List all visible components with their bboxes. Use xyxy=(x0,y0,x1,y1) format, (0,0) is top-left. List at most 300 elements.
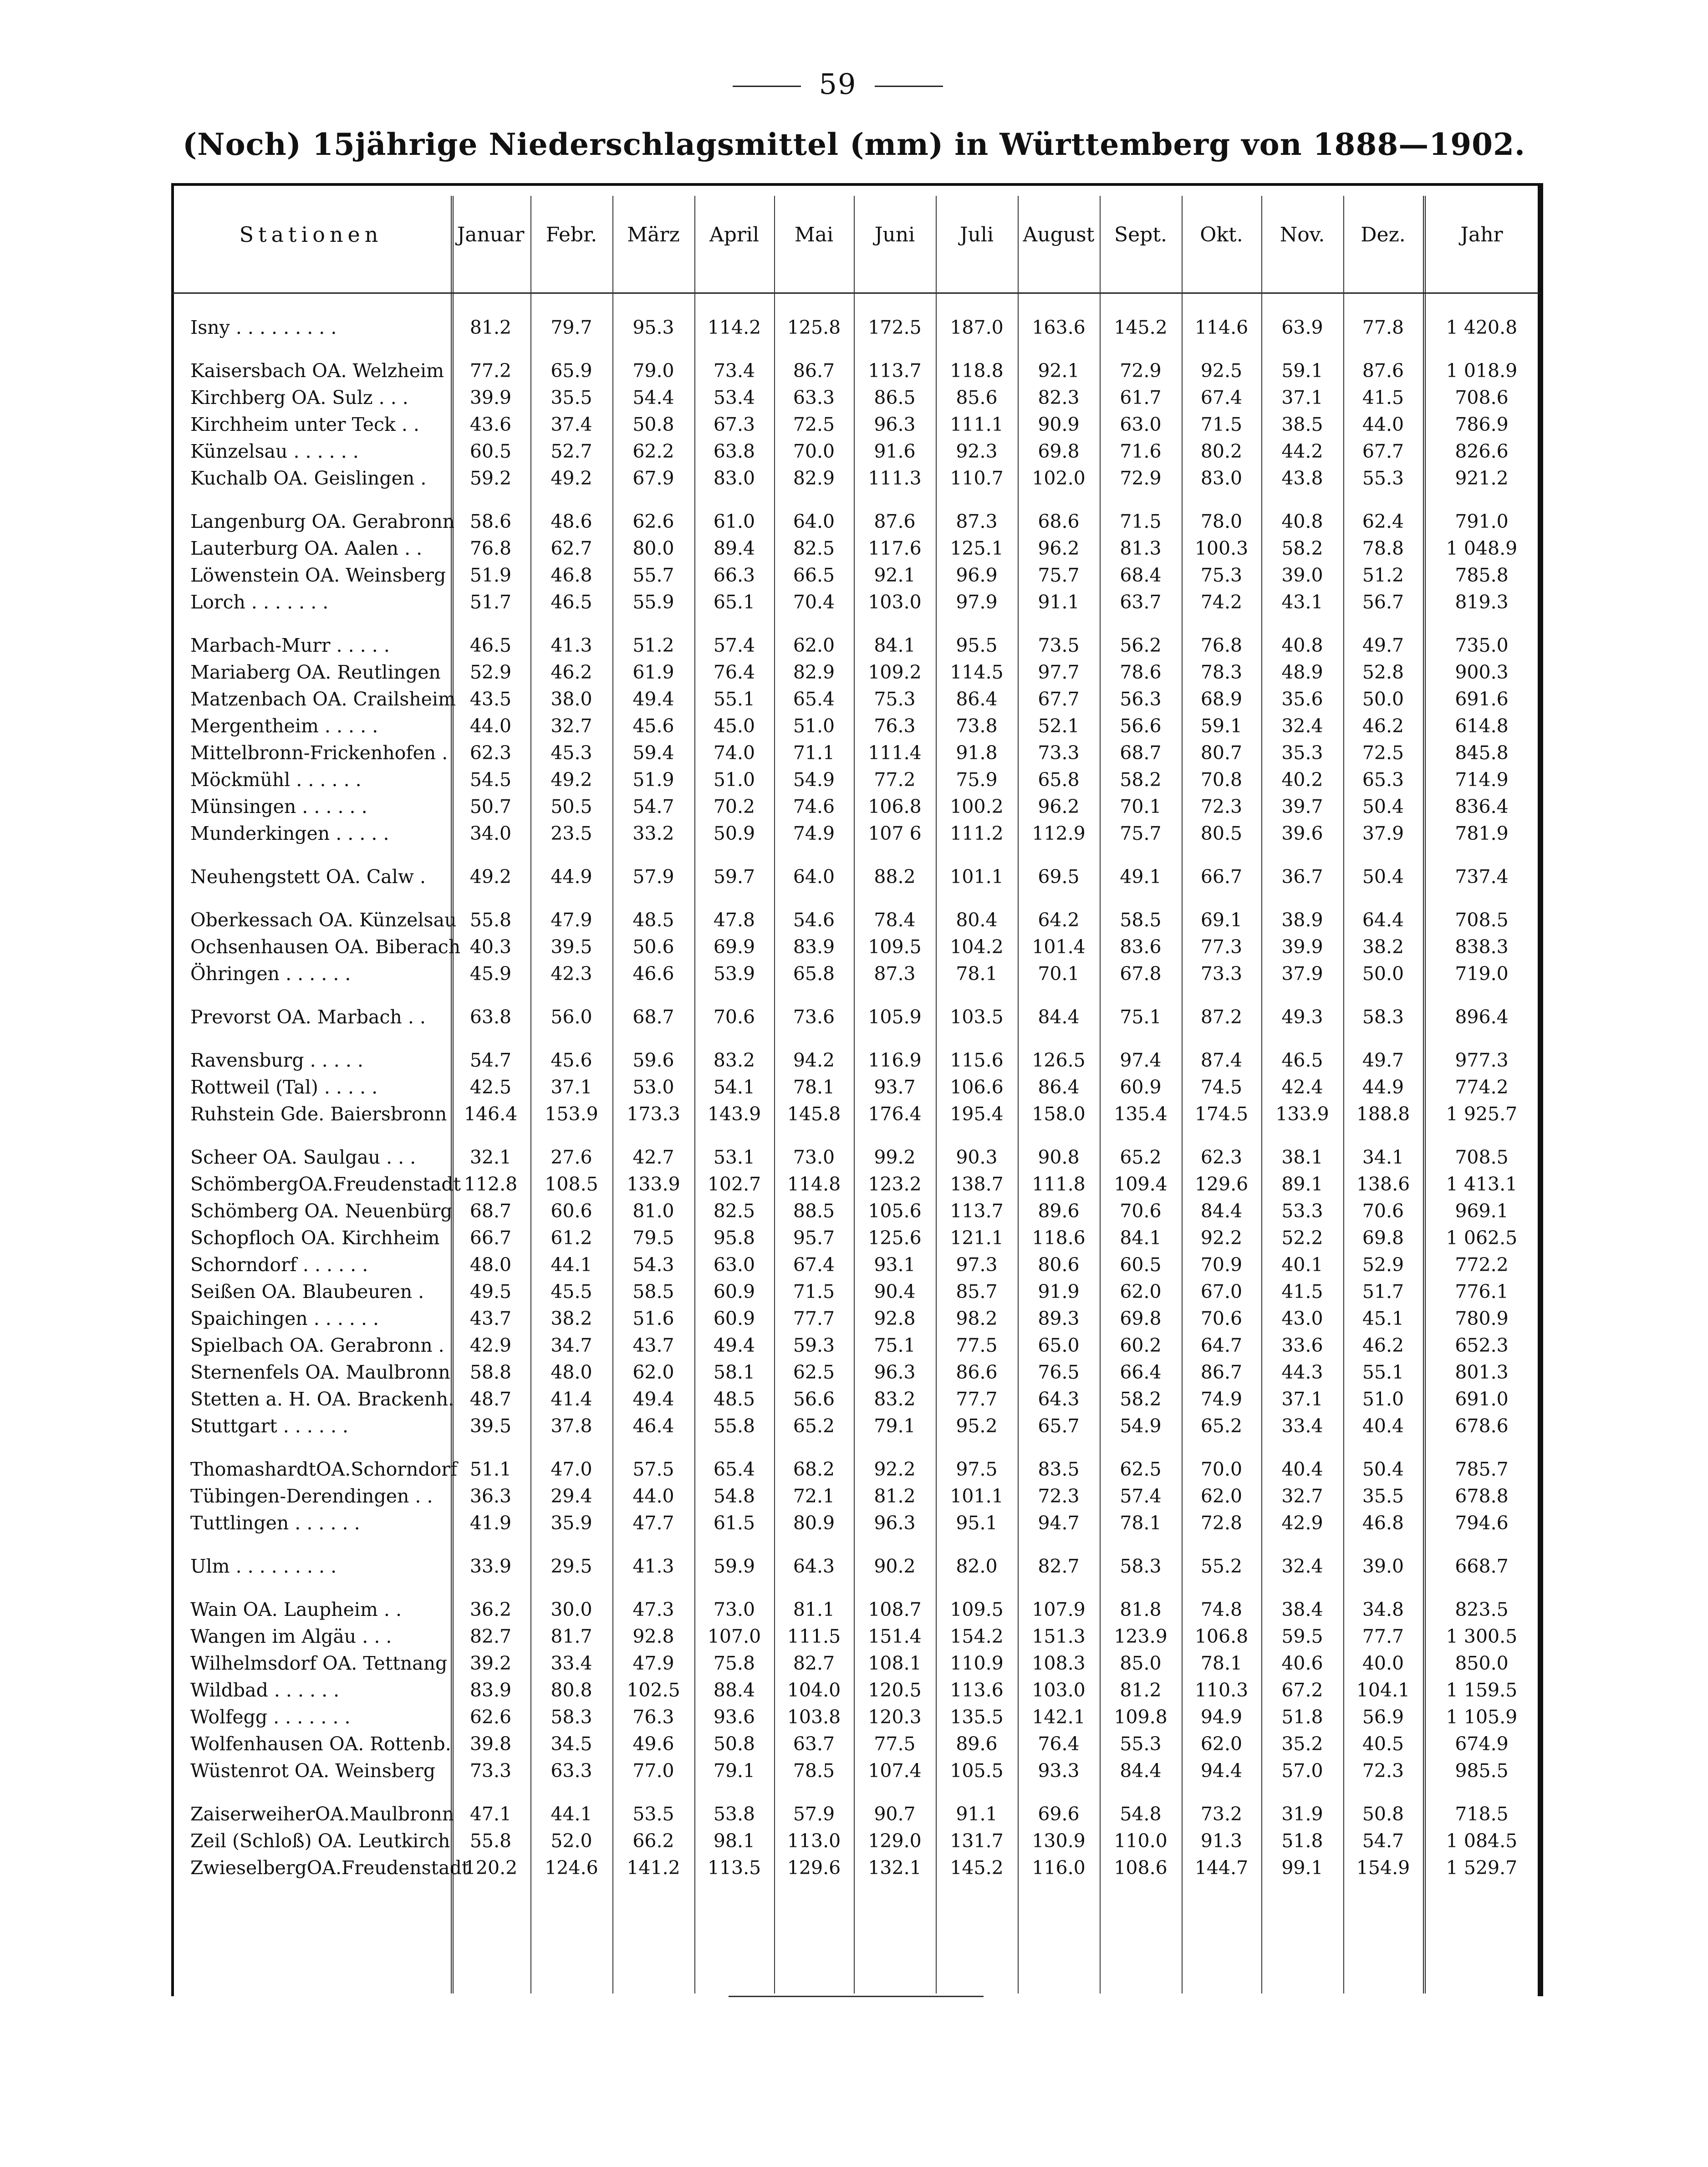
value-cell: 145.2 xyxy=(950,1857,1004,1879)
value-cell: 86.5 xyxy=(874,387,916,409)
value-cell: 135.4 xyxy=(1114,1103,1168,1125)
value-cell: 53.0 xyxy=(632,1076,674,1098)
value-cell: 46.2 xyxy=(551,661,592,683)
value-cell: 678.8 xyxy=(1455,1485,1509,1507)
value-cell: 70.1 xyxy=(1038,963,1080,985)
value-cell: 146.4 xyxy=(464,1103,518,1125)
station-name: Möckmühl . . . . . . xyxy=(190,769,362,791)
value-cell: 34.8 xyxy=(1362,1599,1404,1620)
table-row xyxy=(171,934,1540,961)
value-cell: 54.7 xyxy=(469,1049,512,1071)
value-cell: 58.2 xyxy=(1120,1388,1162,1410)
value-cell: 89.1 xyxy=(1281,1173,1323,1195)
value-cell: 62.0 xyxy=(632,1361,674,1383)
value-cell: 89.6 xyxy=(956,1733,998,1755)
value-cell: 38.2 xyxy=(551,1308,592,1329)
value-cell: 111.3 xyxy=(868,467,922,489)
table-row xyxy=(171,438,1540,465)
value-cell: 70.0 xyxy=(1200,1458,1243,1480)
value-cell: 63.3 xyxy=(793,387,835,409)
value-cell: 73.3 xyxy=(1038,742,1080,764)
table-row xyxy=(171,411,1540,438)
value-cell: 78.1 xyxy=(1200,1652,1243,1674)
value-cell: 64.3 xyxy=(1038,1388,1080,1410)
value-cell: 1 413.1 xyxy=(1446,1173,1518,1195)
value-cell: 113.7 xyxy=(950,1200,1004,1222)
value-cell: 90.3 xyxy=(956,1146,998,1168)
value-cell: 94.9 xyxy=(1200,1706,1243,1728)
value-cell: 55.1 xyxy=(713,688,755,710)
table-row xyxy=(171,686,1540,713)
value-cell: 76.8 xyxy=(469,537,512,559)
value-cell: 51.0 xyxy=(713,769,755,791)
value-cell: 62.6 xyxy=(469,1706,512,1728)
value-cell: 46.5 xyxy=(1281,1049,1323,1071)
value-cell: 67.4 xyxy=(1200,387,1243,409)
value-cell: 42.9 xyxy=(1281,1512,1323,1534)
value-cell: 121.1 xyxy=(950,1227,1004,1249)
table-row xyxy=(171,1510,1540,1537)
value-cell: 80.6 xyxy=(1038,1254,1080,1276)
value-cell: 67.7 xyxy=(1362,440,1404,462)
value-cell: 132.1 xyxy=(868,1857,922,1879)
value-cell: 107.9 xyxy=(1032,1599,1086,1620)
page-number-dash-right xyxy=(875,86,943,87)
value-cell: 54.5 xyxy=(469,769,512,791)
table-row xyxy=(171,1413,1540,1440)
value-cell: 76.4 xyxy=(713,661,755,683)
value-cell: 72.9 xyxy=(1120,360,1162,382)
value-cell: 83.2 xyxy=(874,1388,916,1410)
value-cell: 46.6 xyxy=(632,963,674,985)
table-row xyxy=(171,358,1540,384)
value-cell: 33.9 xyxy=(469,1555,512,1577)
value-cell: 123.2 xyxy=(868,1173,922,1195)
value-cell: 120.3 xyxy=(868,1706,922,1728)
value-cell: 81.0 xyxy=(632,1200,674,1222)
value-cell: 141.2 xyxy=(627,1857,680,1879)
value-cell: 108.6 xyxy=(1114,1857,1168,1879)
value-cell: 51.1 xyxy=(469,1458,512,1480)
value-cell: 37.1 xyxy=(551,1076,592,1098)
value-cell: 59.6 xyxy=(632,1049,674,1071)
value-cell: 77.7 xyxy=(1362,1625,1404,1647)
table-row xyxy=(171,713,1540,740)
value-cell: 73.8 xyxy=(956,715,998,737)
column-header: Juli xyxy=(959,223,994,246)
value-cell: 95.7 xyxy=(793,1227,835,1249)
station-name: Münsingen . . . . . . xyxy=(190,796,367,818)
value-cell: 77.7 xyxy=(793,1308,835,1329)
value-cell: 23.5 xyxy=(551,823,592,844)
value-cell: 86.4 xyxy=(956,688,998,710)
station-name: Lorch . . . . . . . xyxy=(190,591,329,613)
value-cell: 110.9 xyxy=(950,1652,1004,1674)
value-cell: 93.3 xyxy=(1038,1760,1080,1782)
value-cell: 40.4 xyxy=(1281,1458,1323,1480)
value-cell: 69.9 xyxy=(713,936,755,958)
table-row xyxy=(171,1623,1540,1650)
value-cell: 96.3 xyxy=(874,1361,916,1383)
station-name: ThomashardtOA.Schorndorf xyxy=(190,1458,458,1480)
value-cell: 118.6 xyxy=(1032,1227,1086,1249)
value-cell: 77.2 xyxy=(469,360,512,382)
value-cell: 54.3 xyxy=(632,1254,674,1276)
value-cell: 87.3 xyxy=(956,511,998,532)
value-cell: 65.7 xyxy=(1038,1415,1080,1437)
value-cell: 38.2 xyxy=(1362,936,1404,958)
value-cell: 60.6 xyxy=(551,1200,592,1222)
value-cell: 40.3 xyxy=(469,936,512,958)
value-cell: 104.0 xyxy=(787,1679,841,1701)
value-cell: 125.8 xyxy=(787,317,841,338)
value-cell: 35.5 xyxy=(551,387,592,409)
value-cell: 61.9 xyxy=(632,661,674,683)
value-cell: 99.1 xyxy=(1281,1857,1323,1879)
value-cell: 58.8 xyxy=(469,1361,512,1383)
station-name: Schorndorf . . . . . . xyxy=(190,1254,368,1276)
table-row xyxy=(171,1101,1540,1128)
value-cell: 113.0 xyxy=(787,1830,841,1852)
value-cell: 62.4 xyxy=(1362,511,1404,532)
column-header: April xyxy=(709,223,760,246)
value-cell: 109.5 xyxy=(868,936,922,958)
value-cell: 75.8 xyxy=(713,1652,755,1674)
value-cell: 97.4 xyxy=(1120,1049,1162,1071)
value-cell: 43.0 xyxy=(1281,1308,1323,1329)
station-name: Kirchberg OA. Sulz . . . xyxy=(190,387,408,409)
value-cell: 70.6 xyxy=(1120,1200,1162,1222)
value-cell: 29.4 xyxy=(551,1485,592,1507)
value-cell: 118.8 xyxy=(950,360,1004,382)
value-cell: 63.8 xyxy=(713,440,755,462)
value-cell: 80.8 xyxy=(551,1679,592,1701)
value-cell: 67.9 xyxy=(632,467,674,489)
value-cell: 42.9 xyxy=(469,1334,512,1356)
value-cell: 52.9 xyxy=(1362,1254,1404,1276)
station-name: Ruhstein Gde. Baiersbronn xyxy=(190,1103,447,1125)
value-cell: 102.5 xyxy=(627,1679,680,1701)
value-cell: 82.0 xyxy=(956,1555,998,1577)
table-row xyxy=(171,1386,1540,1413)
value-cell: 62.0 xyxy=(1120,1281,1162,1303)
station-name: Löwenstein OA. Weinsberg xyxy=(190,564,446,586)
value-cell: 91.3 xyxy=(1200,1830,1243,1852)
value-cell: 65.8 xyxy=(793,963,835,985)
value-cell: 60.5 xyxy=(1120,1254,1162,1276)
value-cell: 50.8 xyxy=(632,414,674,435)
value-cell: 109.5 xyxy=(950,1599,1004,1620)
column-header: Okt. xyxy=(1200,223,1243,246)
value-cell: 72.9 xyxy=(1120,467,1162,489)
value-cell: 85.6 xyxy=(956,387,998,409)
value-cell: 51.9 xyxy=(469,564,512,586)
value-cell: 51.7 xyxy=(469,591,512,613)
value-cell: 52.7 xyxy=(551,440,592,462)
value-cell: 87.6 xyxy=(1362,360,1404,382)
value-cell: 43.7 xyxy=(632,1334,674,1356)
value-cell: 50.4 xyxy=(1362,1458,1404,1480)
value-cell: 91.6 xyxy=(874,440,916,462)
value-cell: 49.1 xyxy=(1120,866,1162,888)
value-cell: 51.6 xyxy=(632,1308,674,1329)
value-cell: 48.0 xyxy=(551,1361,592,1383)
value-cell: 62.3 xyxy=(469,742,512,764)
value-cell: 55.8 xyxy=(469,1830,512,1852)
value-cell: 30.0 xyxy=(551,1599,592,1620)
value-cell: 142.1 xyxy=(1032,1706,1086,1728)
value-cell: 33.2 xyxy=(632,823,674,844)
station-name: Kaisersbach OA. Welzheim xyxy=(190,360,444,382)
value-cell: 67.8 xyxy=(1120,963,1162,985)
value-cell: 68.7 xyxy=(1120,742,1162,764)
page-number-text: 59 xyxy=(819,67,857,101)
value-cell: 131.7 xyxy=(950,1830,1004,1852)
value-cell: 82.5 xyxy=(713,1200,755,1222)
station-name: Seißen OA. Blaubeuren . xyxy=(190,1281,424,1303)
value-cell: 88.4 xyxy=(713,1679,755,1701)
value-cell: 41.3 xyxy=(632,1555,674,1577)
value-cell: 39.9 xyxy=(469,387,512,409)
value-cell: 48.7 xyxy=(469,1388,512,1410)
value-cell: 836.4 xyxy=(1455,796,1509,818)
value-cell: 65.4 xyxy=(793,688,835,710)
value-cell: 66.3 xyxy=(713,564,755,586)
value-cell: 32.7 xyxy=(551,715,592,737)
value-cell: 49.4 xyxy=(632,1388,674,1410)
value-cell: 51.9 xyxy=(632,769,674,791)
value-cell: 62.0 xyxy=(1200,1733,1243,1755)
value-cell: 44.2 xyxy=(1281,440,1323,462)
value-cell: 56.9 xyxy=(1362,1706,1404,1728)
value-cell: 65.1 xyxy=(713,591,755,613)
value-cell: 103.0 xyxy=(1032,1679,1086,1701)
station-name: SchömbergOA.Freudenstadt xyxy=(190,1173,461,1195)
value-cell: 129.6 xyxy=(787,1857,841,1879)
value-cell: 42.4 xyxy=(1281,1076,1323,1098)
value-cell: 87.3 xyxy=(874,963,916,985)
value-cell: 80.2 xyxy=(1200,440,1243,462)
value-cell: 86.4 xyxy=(1038,1076,1080,1098)
value-cell: 71.5 xyxy=(1200,414,1243,435)
station-name: Tuttlingen . . . . . . xyxy=(190,1512,360,1534)
value-cell: 29.5 xyxy=(551,1555,592,1577)
value-cell: 56.0 xyxy=(551,1006,592,1028)
value-cell: 144.7 xyxy=(1194,1857,1249,1879)
value-cell: 73.3 xyxy=(469,1760,512,1782)
value-cell: 46.8 xyxy=(551,564,592,586)
value-cell: 62.0 xyxy=(793,634,835,656)
value-cell: 106.8 xyxy=(868,796,922,818)
value-cell: 43.6 xyxy=(469,414,512,435)
value-cell: 103.0 xyxy=(868,591,922,613)
value-cell: 969.1 xyxy=(1455,1200,1509,1222)
table-row xyxy=(171,1731,1540,1758)
value-cell: 39.6 xyxy=(1281,823,1323,844)
value-cell: 95.1 xyxy=(956,1512,998,1534)
value-cell: 53.8 xyxy=(713,1803,755,1825)
value-cell: 45.6 xyxy=(551,1049,592,1071)
value-cell: 45.0 xyxy=(713,715,755,737)
value-cell: 46.4 xyxy=(632,1415,674,1437)
value-cell: 88.5 xyxy=(793,1200,835,1222)
value-cell: 56.2 xyxy=(1120,634,1162,656)
value-cell: 40.1 xyxy=(1281,1254,1323,1276)
value-cell: 73.2 xyxy=(1200,1803,1243,1825)
value-cell: 52.2 xyxy=(1281,1227,1323,1249)
value-cell: 78.5 xyxy=(793,1760,835,1782)
table-row xyxy=(171,314,1540,341)
value-cell: 40.5 xyxy=(1362,1733,1404,1755)
value-cell: 40.4 xyxy=(1362,1415,1404,1437)
value-cell: 56.3 xyxy=(1120,688,1162,710)
column-header: Dez. xyxy=(1361,223,1406,246)
value-cell: 41.5 xyxy=(1362,387,1404,409)
value-cell: 51.0 xyxy=(1362,1388,1404,1410)
value-cell: 34.1 xyxy=(1362,1146,1404,1168)
value-cell: 91.1 xyxy=(956,1803,998,1825)
value-cell: 43.7 xyxy=(469,1308,512,1329)
table-row xyxy=(171,535,1540,562)
value-cell: 39.5 xyxy=(551,936,592,958)
value-cell: 73.0 xyxy=(713,1599,755,1620)
value-cell: 83.9 xyxy=(793,936,835,958)
value-cell: 38.0 xyxy=(551,688,592,710)
value-cell: 54.7 xyxy=(1362,1830,1404,1852)
value-cell: 708.6 xyxy=(1455,387,1509,409)
table-row xyxy=(171,1144,1540,1171)
value-cell: 65.2 xyxy=(1120,1146,1162,1168)
value-cell: 69.5 xyxy=(1038,866,1080,888)
value-cell: 83.9 xyxy=(469,1679,512,1701)
value-cell: 53.1 xyxy=(713,1146,755,1168)
table-row xyxy=(171,961,1540,987)
value-cell: 73.5 xyxy=(1038,634,1080,656)
value-cell: 33.4 xyxy=(551,1652,592,1674)
value-cell: 794.6 xyxy=(1455,1512,1509,1534)
value-cell: 53.4 xyxy=(713,387,755,409)
value-cell: 78.6 xyxy=(1120,661,1162,683)
value-cell: 73.0 xyxy=(793,1146,835,1168)
value-cell: 61.5 xyxy=(713,1512,755,1534)
value-cell: 135.5 xyxy=(950,1706,1004,1728)
value-cell: 68.2 xyxy=(793,1458,835,1480)
value-cell: 61.2 xyxy=(551,1227,592,1249)
value-cell: 50.7 xyxy=(469,796,512,818)
value-cell: 82.7 xyxy=(1038,1555,1080,1577)
value-cell: 45.6 xyxy=(632,715,674,737)
value-cell: 187.0 xyxy=(950,317,1004,338)
value-cell: 120.2 xyxy=(464,1857,518,1879)
value-cell: 90.8 xyxy=(1038,1146,1080,1168)
value-cell: 107 6 xyxy=(868,823,922,844)
value-cell: 65.2 xyxy=(1200,1415,1243,1437)
value-cell: 83.6 xyxy=(1120,936,1162,958)
value-cell: 68.9 xyxy=(1200,688,1243,710)
value-cell: 781.9 xyxy=(1455,823,1509,844)
station-name: ZaiserweiherOA.Maulbronn xyxy=(190,1803,454,1825)
value-cell: 45.9 xyxy=(469,963,512,985)
value-cell: 74.9 xyxy=(1200,1388,1243,1410)
value-cell: 49.2 xyxy=(551,467,592,489)
value-cell: 69.8 xyxy=(1362,1227,1404,1249)
station-name: Mittelbronn-Frickenhofen . xyxy=(190,742,448,764)
value-cell: 81.2 xyxy=(469,317,512,338)
value-cell: 79.0 xyxy=(632,360,674,382)
value-cell: 86.7 xyxy=(1200,1361,1243,1383)
station-name: Munderkingen . . . . . xyxy=(190,823,389,844)
value-cell: 66.2 xyxy=(632,1830,674,1852)
value-cell: 97.3 xyxy=(956,1254,998,1276)
value-cell: 91.9 xyxy=(1038,1281,1080,1303)
table-row xyxy=(171,1704,1540,1731)
value-cell: 35.3 xyxy=(1281,742,1323,764)
value-cell: 71.1 xyxy=(793,742,835,764)
value-cell: 59.5 xyxy=(1281,1625,1323,1647)
value-cell: 54.8 xyxy=(1120,1803,1162,1825)
value-cell: 45.1 xyxy=(1362,1308,1404,1329)
value-cell: 40.8 xyxy=(1281,634,1323,656)
station-name: Sternenfels OA. Maulbronn xyxy=(190,1361,450,1383)
value-cell: 65.8 xyxy=(1038,769,1080,791)
station-name: Neuhengstett OA. Calw . xyxy=(190,866,426,888)
value-cell: 85.7 xyxy=(956,1281,998,1303)
value-cell: 72.3 xyxy=(1200,796,1243,818)
column-header-stations: Stationen xyxy=(239,222,383,247)
value-cell: 39.0 xyxy=(1362,1555,1404,1577)
station-name: Kirchheim unter Teck . . xyxy=(190,414,419,435)
value-cell: 70.6 xyxy=(1200,1308,1243,1329)
value-cell: 106.8 xyxy=(1194,1625,1249,1647)
value-cell: 714.9 xyxy=(1455,769,1509,791)
value-cell: 78.0 xyxy=(1200,511,1243,532)
value-cell: 60.9 xyxy=(713,1308,755,1329)
value-cell: 70.0 xyxy=(793,440,835,462)
value-cell: 85.0 xyxy=(1120,1652,1162,1674)
value-cell: 151.4 xyxy=(868,1625,922,1647)
column-header: Nov. xyxy=(1280,223,1325,246)
value-cell: 78.3 xyxy=(1200,661,1243,683)
table-row xyxy=(171,1456,1540,1483)
value-cell: 49.5 xyxy=(469,1281,512,1303)
value-cell: 39.5 xyxy=(469,1415,512,1437)
station-name: Wolfegg . . . . . . . xyxy=(190,1706,351,1728)
value-cell: 40.2 xyxy=(1281,769,1323,791)
value-cell: 102.7 xyxy=(707,1173,761,1195)
value-cell: 79.7 xyxy=(551,317,592,338)
value-cell: 55.1 xyxy=(1362,1361,1404,1383)
station-name: Stetten a. H. OA. Brackenh. xyxy=(190,1388,454,1410)
value-cell: 48.0 xyxy=(469,1254,512,1276)
value-cell: 37.8 xyxy=(551,1415,592,1437)
value-cell: 57.5 xyxy=(632,1458,674,1480)
value-cell: 32.1 xyxy=(469,1146,512,1168)
value-cell: 81.7 xyxy=(551,1625,592,1647)
table-row xyxy=(171,864,1540,890)
value-cell: 111.1 xyxy=(950,414,1004,435)
value-cell: 92.1 xyxy=(874,564,916,586)
value-cell: 47.1 xyxy=(469,1803,512,1825)
value-cell: 62.5 xyxy=(1120,1458,1162,1480)
value-cell: 80.5 xyxy=(1200,823,1243,844)
value-cell: 59.7 xyxy=(713,866,755,888)
value-cell: 84.4 xyxy=(1038,1006,1080,1028)
value-cell: 130.9 xyxy=(1032,1830,1086,1852)
value-cell: 113.5 xyxy=(707,1857,761,1879)
value-cell: 109.4 xyxy=(1114,1173,1168,1195)
value-cell: 79.1 xyxy=(874,1415,916,1437)
value-cell: 52.8 xyxy=(1362,661,1404,683)
